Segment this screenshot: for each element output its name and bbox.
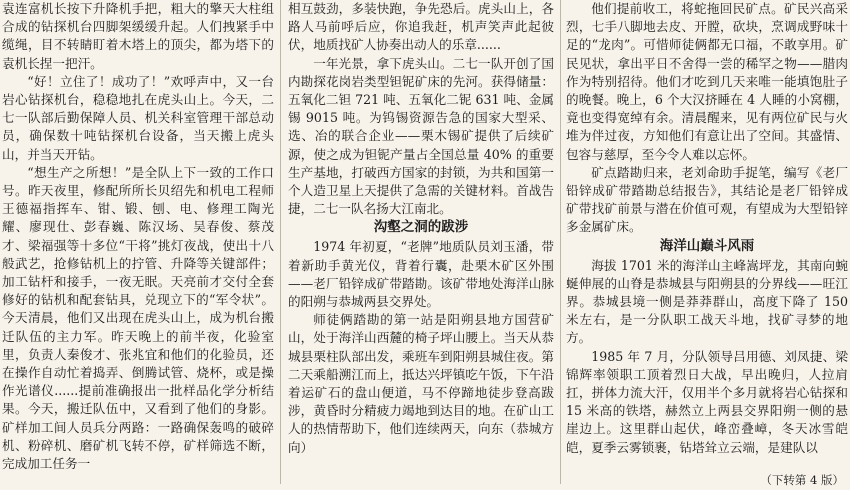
paragraph: 矿点踏勘归来，老刘命助手捉笔，编写《老厂铅锌成矿带踏勘总结报告》，其结论是老厂铅锌成矿带找矿前景与潜在价值可观，有望成为大型铅锌多金属矿床。 [566,164,848,235]
paragraph: 1974 年初夏，“老牌”地质队员刘玉潘，带着新助手黄光仪，背着行囊，赴栗木矿区外围——老厂铅锌成矿带踏勘。该矿带地处海洋山脉的阳朔与恭城两县交界处。 [288,239,554,310]
paragraph: 一年光景，拿下虎头山。二七一队开创了国内勘探花岗岩类型钽铌矿床的先河。获得储量：五氧化二钽 721 吨、五氧化二铌 631 吨、金属锡 9015 吨。为钨锡资源告急的国家大型采、选、冶的联合企业——栗木锡矿提供了后续矿源，使之成为钽铌产量占全国总量 40% 的重要生产基地，打破西方国家的封锁，为共和国第一个人造卫星上天提供了急需的关键材料。首战告捷，二七一队名扬大江南北。 [288,55,554,217]
paragraph: 相互鼓劲，多装快跑，争先恐后。虎头山上，各路人马前呼后应，你追我赶，机声笑声此起彼伏，地质找矿人协奏出动人的乐章...... [288,1,554,53]
section-heading: 沟壑之洞的跋涉 [373,219,469,236]
paragraph: 他们提前收工，将蛇拖回民矿点。矿民兴高采烈，七手八脚地去皮、开膛，砍块，烹调成野味十足的“龙肉”。可惜师徒俩都无口福，不敢享用。矿民见状，拿出平日不舍得一尝的稀罕之物——腊肉作为特别招待。他们才吃到几天来唯一能填饱肚子的晚餐。晚上，6 个大汉挤睡在 4 人睡的小窝棚，竟也变得宽绰有余。清晨醒来，见有两位矿民与火堆为伴过夜，方知他们有意让出了空间。其盛情、包容与慈厚，至今令人难以忘怀。 [566,1,848,162]
paragraph: 师徒俩踏勘的第一站是阳朔县地方国营矿山，处于海洋山西麓的椅子坪山腰上。当天从恭城县栗柱队部出发，乘班车到阳朔县城住夜。第二天乘船溯江而上，抵达兴坪镇吃午饭，下午沿着运矿石的盘山便道，马不停蹄地徒步登高跋涉，黄昏时分精疲力竭地到达目的地。在矿山工人的热情帮助下，他们连续两天，向东（恭城方向） [288,312,554,455]
paragraph: “好！立住了！成功了！”欢呼声中，又一台岩心钻探机台，稳稳地扎在虎头山上。今天，二七一队部后勤保障人员、机关科室管理干部总动员，确保数十吨钻探机台设备，当天搬上虎头山，并当天开钻。 [2,73,274,162]
paragraph: 1985 年 7 月，分队领导吕用德、刘凤捷、梁锦辉率领职工顶着烈日大战，早出晚归，人拉肩扛，拼体力流大汗，仅用半个多月就将岩心钻探和 15 米高的铁塔，赫然立上两县交界阳朔一侧的悬崖边上。这里群山起伏，峰峦叠嶂，冬天冰雪皑皑，夏季云雾锁裹，钻塔耸立云端，是建队以 [566,348,848,455]
paragraph: “想生产之所想！”是全队上下一致的工作口号。昨天夜里，修配所所长贝绍先和机电工程师王德福指挥车、钳、锻、刨、电、修理工陶光耀、廖现仕、彭春巍、陈汉场、吴春俊、蔡茂才、梁福强等十多位“干将”挑灯夜战，使出十八般武艺，抢修钻机上的拧管、升降等关键部件；加工钻杆和接手，一夜无眠。天亮前才交付全套修好的钻机和配套钻具，兑现立下的“军令状”。今天清晨，他们又出现在虎头山上，成为机台搬迁队伍的主力军。昨天晚上的前半夜，化验室里，负责人秦俊才、张兆宜和他们的化验员，还在操作自动忙着捣弄、倒腾试管、烧杯，或是操作光谱仪......提前准确报出一批样品化学分析结果。今天，搬迁队伍中，又看到了他们的身影。矿样加工间人员兵分两路：一路确保轰鸣的破碎机、粉碎机、磨矿机飞转不停，矿样筛选不断，完成加工任务一 [2,164,274,472]
column-1 [2,0,274,484]
column-2 [288,0,554,484]
column-divider [560,0,561,484]
section-heading: 海洋山巅斗风雨 [659,237,755,254]
paragraph: 海拔 1701 米的海洋山主峰嵩坪龙，其南向蜿蜒伸展的山脊是恭城县与阳朔县的分界线——旺江界。恭城县境一侧是莽莽群山，高度下降了 150 米左右，是一分队职工战天斗地，找矿寻梦的地方。 [566,257,848,346]
column-3 [566,0,848,484]
column-divider [280,0,281,484]
paragraph: 袁连富机长按下升降机手把，粗大的擎天大柱组合成的钻探机台四脚架缓缓升起。人们拽紧手中缆绳，目不转睛盯着木塔上的顶尖，都为塔下的袁机长捏一把汗。 [2,1,274,71]
continued-on-page-note: （下转第 4 版） [760,473,844,487]
